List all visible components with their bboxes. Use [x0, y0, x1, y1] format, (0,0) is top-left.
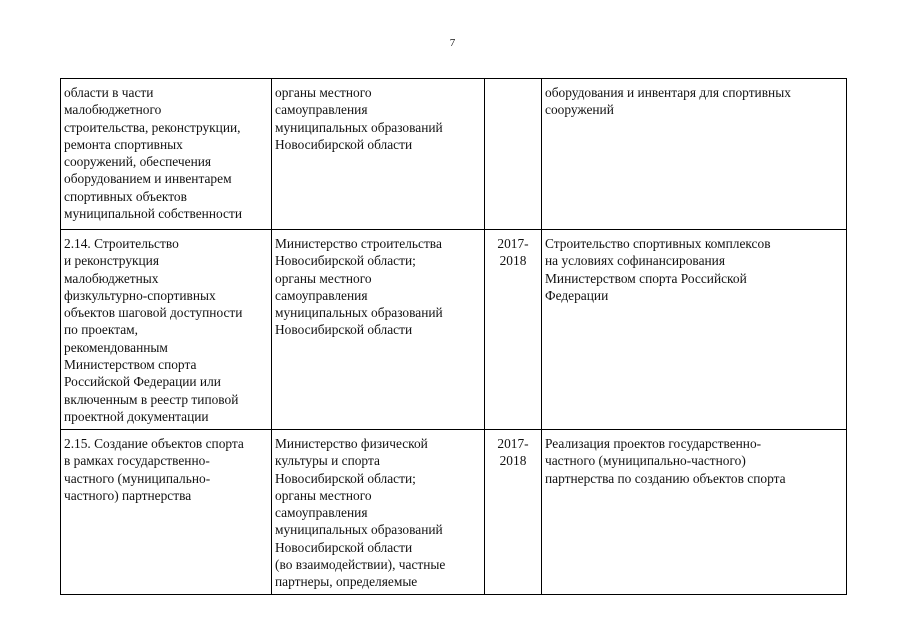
measures-table [60, 78, 847, 595]
result-cell: оборудования и инвентаря для спортивных сооружений [542, 79, 847, 230]
result-cell: Реализация проектов государственно- частного (муниципально-частного) партнерства по созданию объектов спорта [542, 430, 847, 595]
table-row [61, 430, 847, 595]
executor-cell: органы местного самоуправления муниципальных образований Новосибирской области [272, 79, 485, 230]
term-cell: 2017- 2018 [485, 230, 542, 430]
activity-cell: области в части малобюджетного строительства, реконструкции, ремонта спортивных сооружений, обеспечения оборудованием и инвентарем спортивных объектов муниципальной собственности [61, 79, 272, 230]
page-number: 7 [449, 37, 456, 49]
table-row [61, 230, 847, 430]
term-cell: 2017- 2018 [485, 430, 542, 595]
result-cell: Строительство спортивных комплексов на условиях софинансирования Министерством спорта Российской Федерации [542, 230, 847, 430]
table-row [61, 79, 847, 230]
activity-cell: 2.15. Создание объектов спорта в рамках государственно- частного (муниципально- частного) партнерства [61, 430, 272, 595]
activity-cell: 2.14. Строительство и реконструкция малобюджетных физкультурно-спортивных объектов шаговой доступности по проектам, рекомендованным Министерством спорта Российской Федерации или включенным в реестр типовой проектной документации [61, 230, 272, 430]
term-cell [485, 79, 542, 230]
executor-cell: Министерство физической культуры и спорта Новосибирской области; органы местного самоуправления муниципальных образований Новосибирской области (во взаимодействии), частные партнеры, определяемые [272, 430, 485, 595]
executor-cell: Министерство строительства Новосибирской области; органы местного самоуправления муниципальных образований Новосибирской области [272, 230, 485, 430]
